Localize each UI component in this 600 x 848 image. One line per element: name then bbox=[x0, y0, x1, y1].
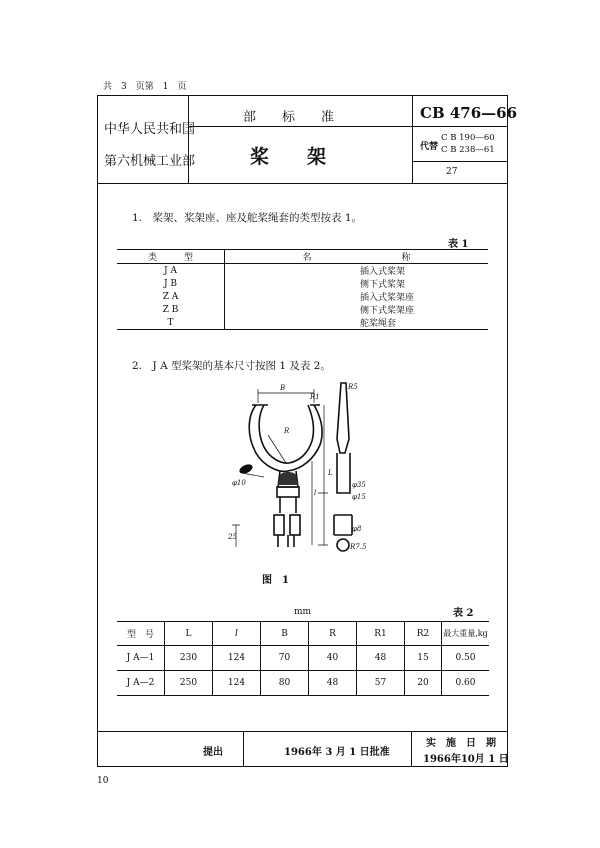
footer-divider-1 bbox=[243, 731, 244, 767]
replaces-label: 代替 bbox=[420, 142, 439, 152]
table-1-cell-type: Z A bbox=[117, 290, 225, 303]
footer-submitted: 提出 bbox=[203, 747, 223, 758]
table-2-cell: 15 bbox=[405, 646, 442, 671]
header-hline-right bbox=[412, 161, 507, 162]
table-2-header-l: L bbox=[165, 622, 213, 646]
standard-title: 桨 架 bbox=[250, 146, 327, 168]
standard-category: 部 标 准 bbox=[243, 110, 335, 125]
page-no: 27 bbox=[446, 167, 458, 177]
table-2-header-r: R bbox=[309, 622, 357, 646]
dim-label-b: B bbox=[280, 384, 286, 392]
table-1-caption: 表 1 bbox=[448, 239, 469, 250]
table-row bbox=[117, 277, 488, 290]
table-2-header-weight: 最大重量,kg bbox=[442, 622, 490, 646]
table-2-cell: 57 bbox=[357, 671, 405, 696]
dim-label-small-l: l bbox=[314, 489, 317, 497]
org-line-1: 中华人民共和国 bbox=[104, 122, 196, 137]
table-2-cell: 20 bbox=[405, 671, 442, 696]
header-hline-mid bbox=[188, 126, 507, 127]
table-2-caption: 表 2 bbox=[453, 608, 474, 619]
table-2-cell: 80 bbox=[261, 671, 309, 696]
table-2-cell: J A—1 bbox=[117, 646, 165, 671]
dim-label-l: L bbox=[328, 469, 333, 477]
footer-divider-2 bbox=[411, 731, 412, 767]
page-header: 共 3 页第 1 页 bbox=[103, 82, 187, 92]
section-2-text: 2. J A 型桨架的基本尺寸按图 1 及表 2。 bbox=[132, 360, 331, 372]
table-2-cell: 70 bbox=[261, 646, 309, 671]
table-2-cell: 0.50 bbox=[442, 646, 490, 671]
replaces-std-2: C B 238—61 bbox=[441, 145, 495, 155]
table-2-header-model: 型 号 bbox=[117, 622, 165, 646]
table-2-cell: 124 bbox=[213, 671, 261, 696]
replaces-std-1: C B 190—60 bbox=[441, 133, 495, 143]
table-2-cell: 48 bbox=[309, 671, 357, 696]
table-2-header-r2: R2 bbox=[405, 622, 442, 646]
table-row bbox=[117, 671, 489, 696]
table-2-cell: 124 bbox=[213, 646, 261, 671]
table-row bbox=[117, 303, 488, 316]
table-row bbox=[117, 264, 488, 278]
table-1-cell-name: 侧下式桨架 bbox=[360, 280, 406, 290]
frame-top bbox=[97, 95, 508, 96]
dim-label-phi15: φ15 bbox=[352, 493, 366, 501]
section-1-text: 1. 桨架、桨架座、座及舵桨绳套的类型按表 1。 bbox=[132, 212, 363, 224]
dim-label-phi10: φ10 bbox=[232, 479, 246, 487]
footer-approved: 1966年 3 月 1 日批准 bbox=[284, 747, 390, 758]
table-2-cell: 48 bbox=[357, 646, 405, 671]
dim-label-25: 25 bbox=[228, 533, 237, 541]
table-2-header-b: B bbox=[261, 622, 309, 646]
frame-right bbox=[507, 95, 508, 767]
table-2 bbox=[117, 621, 489, 696]
dim-label-r1: R1 bbox=[310, 393, 320, 401]
org-line-2: 第六机械工业部 bbox=[104, 154, 196, 169]
page-number: 10 bbox=[97, 776, 109, 786]
dim-label-phi35: φ35 bbox=[352, 481, 366, 489]
table-2-cell: 40 bbox=[309, 646, 357, 671]
figure-1-drawing bbox=[228, 375, 378, 565]
standard-number: CB 476—66 bbox=[420, 104, 518, 122]
table-1-cell-name: 舵桨绳套 bbox=[225, 316, 489, 330]
table-1-header-type: 类 型 bbox=[117, 250, 225, 264]
table-1-header-name: 名 称 bbox=[225, 250, 489, 264]
table-1-cell-name: 插入式桨架座 bbox=[360, 293, 415, 303]
table-row bbox=[117, 316, 488, 330]
table-row bbox=[117, 646, 489, 671]
frame-left bbox=[97, 95, 98, 767]
header-bottom bbox=[97, 183, 508, 184]
figure-1-caption: 图 1 bbox=[262, 575, 289, 586]
table-2-cell: 230 bbox=[165, 646, 213, 671]
table-row bbox=[117, 290, 488, 303]
table-1-cell-type: J A bbox=[117, 264, 225, 278]
table-2-header-r1: R1 bbox=[357, 622, 405, 646]
header-divider-1 bbox=[188, 95, 189, 183]
table-2-cell: 0.60 bbox=[442, 671, 490, 696]
table-1-cell-type: Z B bbox=[117, 303, 225, 316]
table-2-cell: 250 bbox=[165, 671, 213, 696]
frame-bottom bbox=[97, 766, 508, 767]
table-1-cell-name: 侧下式桨架座 bbox=[360, 306, 415, 316]
table-1-cell-type: J B bbox=[117, 277, 225, 290]
table-2-unit: mm bbox=[294, 607, 312, 617]
dim-label-r: R bbox=[284, 427, 290, 435]
dim-label-phi8: φ8 bbox=[352, 525, 362, 533]
dim-label-r5: R5 bbox=[348, 383, 358, 391]
footer-top bbox=[97, 731, 508, 732]
footer-effective-label: 实 施 日 期 bbox=[426, 738, 496, 749]
table-2-header-small-l: l bbox=[213, 622, 261, 646]
table-1-cell-type: T bbox=[117, 316, 225, 330]
table-1-cell-name: 插入式桨架 bbox=[360, 267, 406, 277]
footer-effective-date: 1966年10月 1 日 bbox=[423, 754, 509, 765]
table-1 bbox=[117, 249, 488, 330]
header-divider-2 bbox=[412, 95, 413, 183]
dim-label-r75: R7.5 bbox=[350, 543, 367, 551]
table-2-cell: J A—2 bbox=[117, 671, 165, 696]
